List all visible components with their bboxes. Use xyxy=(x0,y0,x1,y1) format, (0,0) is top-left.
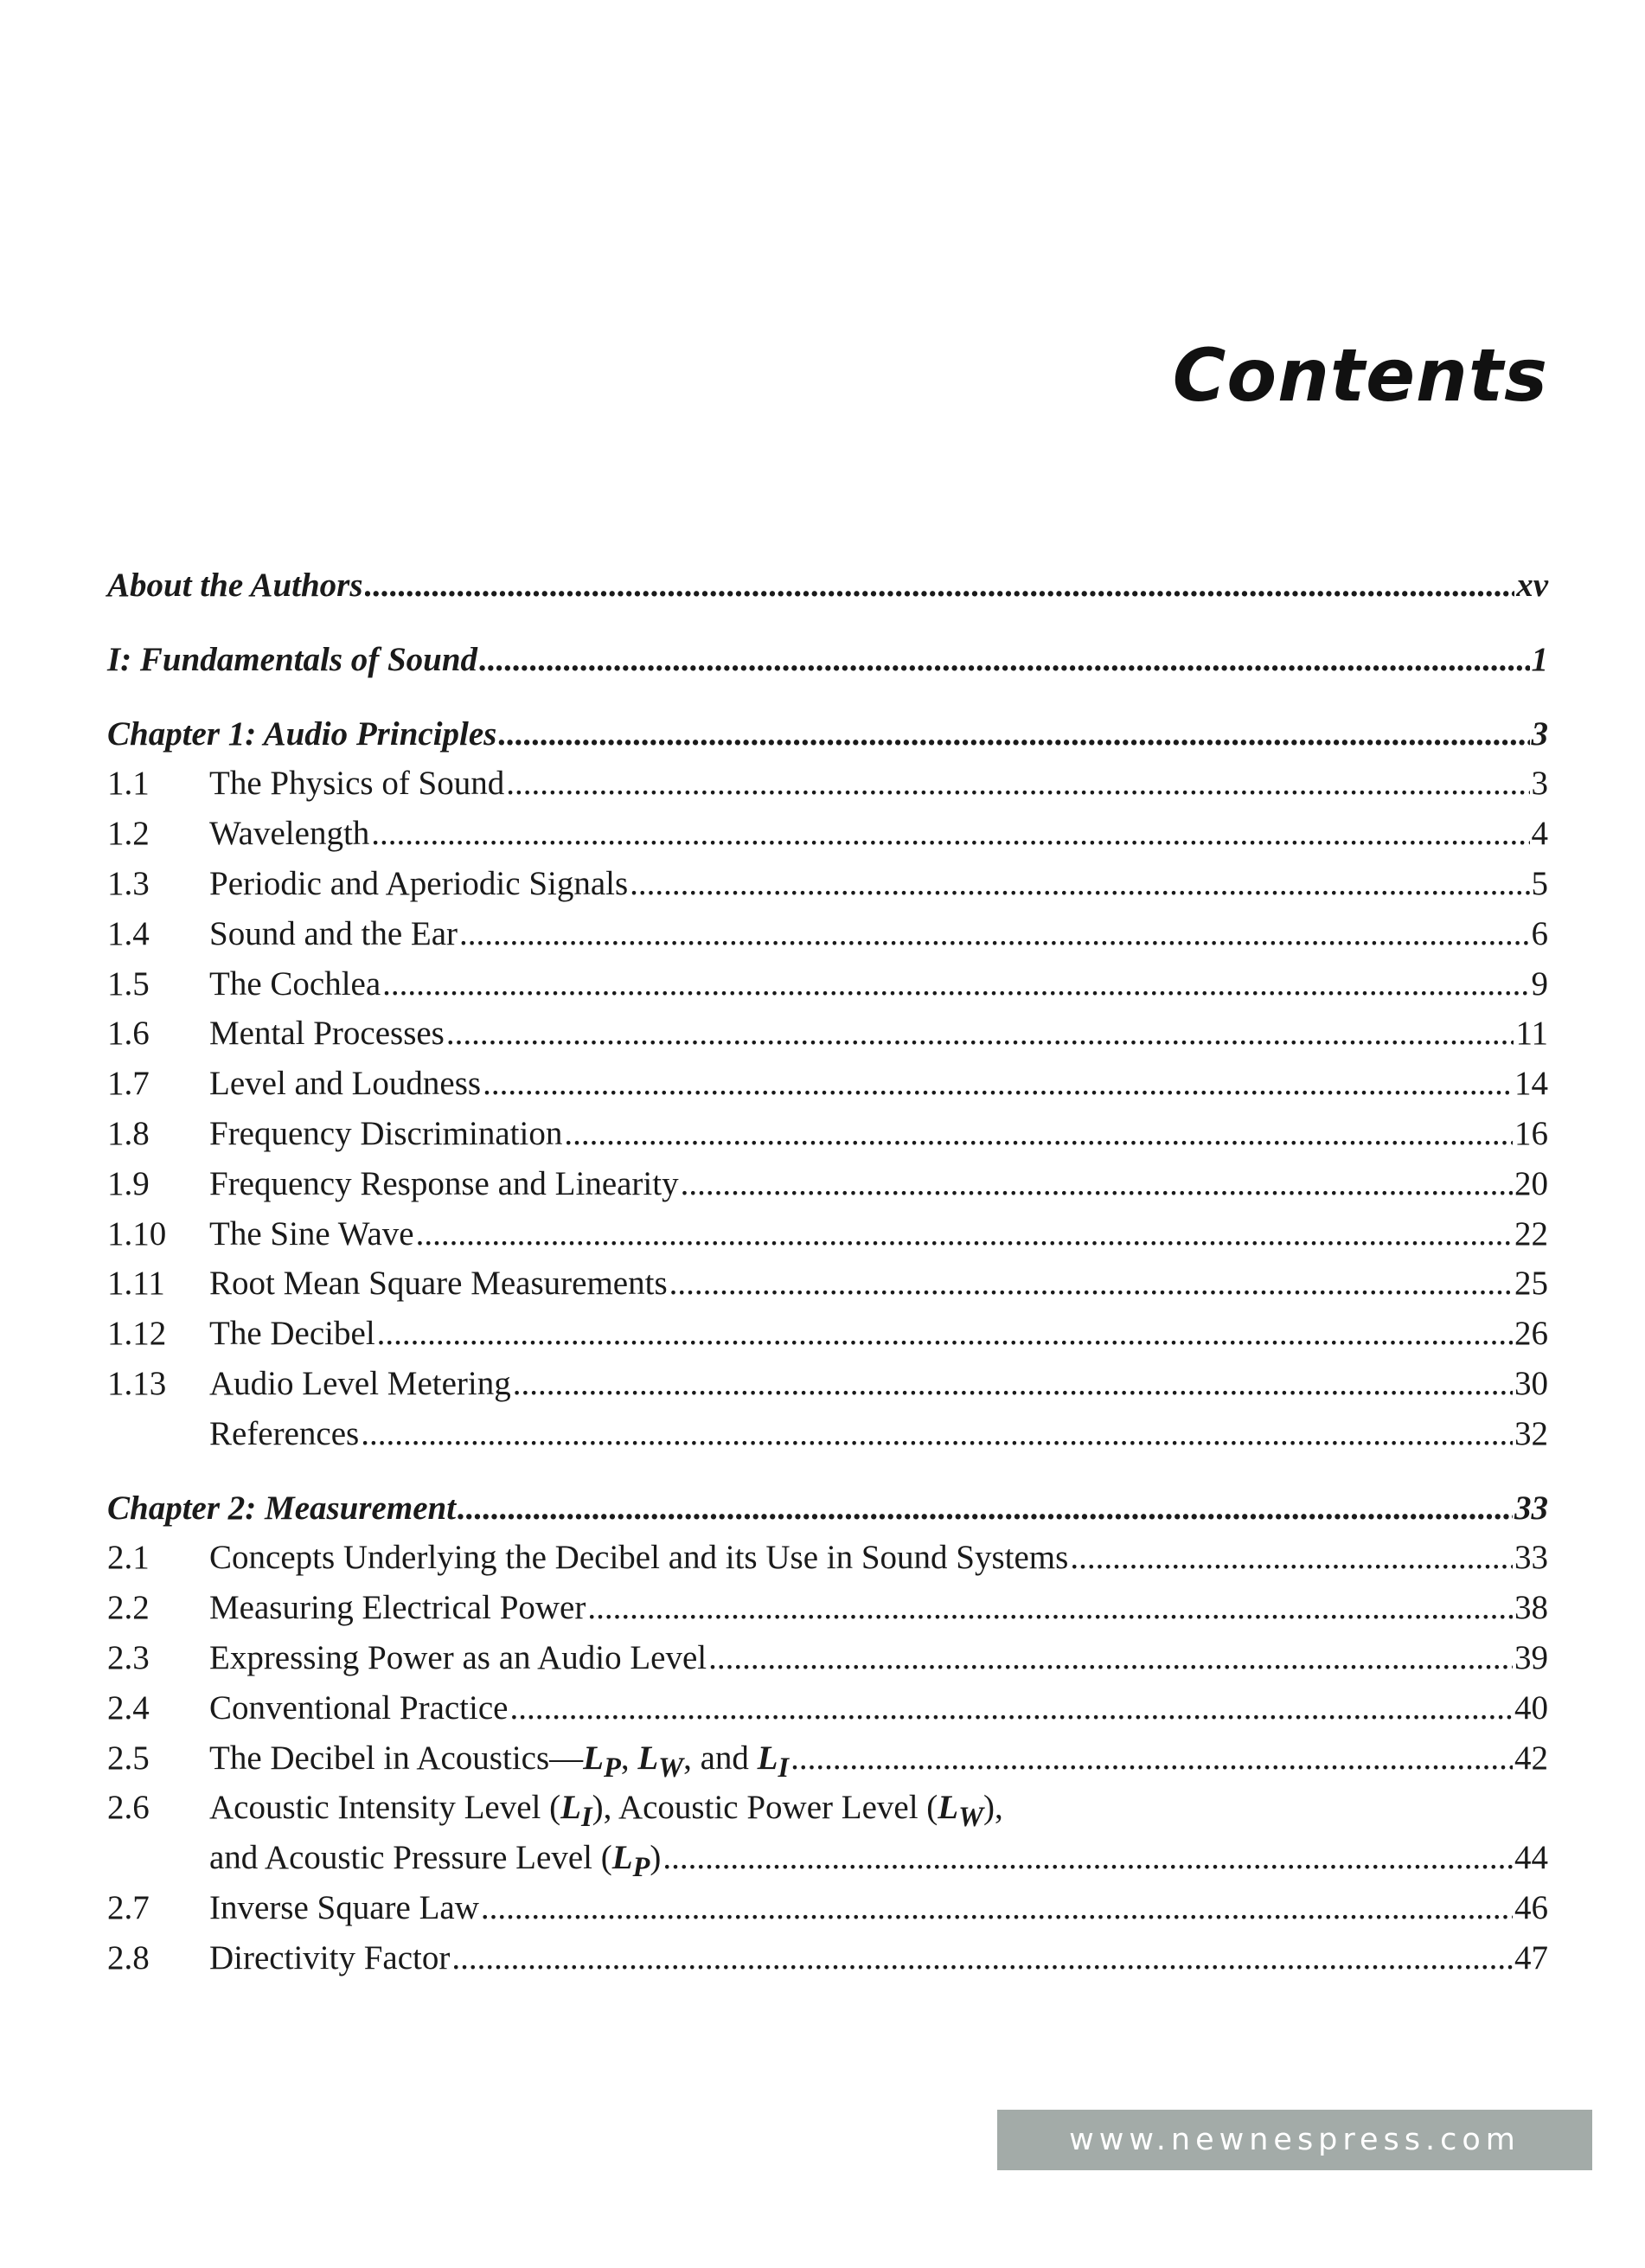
toc-chapter-1[interactable] xyxy=(107,709,1548,759)
section-number: 1.3 xyxy=(107,864,150,902)
toc-section-1-10[interactable] xyxy=(107,1209,1548,1259)
toc-page-number: 46 xyxy=(1514,1888,1548,1926)
dot-leader xyxy=(509,1683,1513,1733)
toc-page-number: 39 xyxy=(1514,1638,1548,1676)
section-number: 2.4 xyxy=(107,1688,150,1727)
title-text: , and xyxy=(683,1739,758,1777)
dot-leader xyxy=(483,1059,1513,1109)
toc-page-number: 47 xyxy=(1514,1938,1548,1976)
section-number: 1.5 xyxy=(107,964,150,1003)
dot-leader xyxy=(459,909,1529,959)
dot-leader xyxy=(681,1159,1513,1209)
subscript: P xyxy=(632,1851,650,1883)
toc-page-number: 40 xyxy=(1514,1688,1548,1727)
toc-entry-title: About the Authors xyxy=(107,567,363,604)
dot-leader xyxy=(371,809,1529,859)
section-title: The Sine Wave xyxy=(209,1214,414,1253)
section-title: The Cochlea xyxy=(209,964,381,1003)
subscript: W xyxy=(658,1752,684,1784)
toc-page-number: 20 xyxy=(1514,1164,1548,1202)
section-number: 2.7 xyxy=(107,1888,150,1926)
dot-leader xyxy=(446,1009,1514,1059)
dot-leader xyxy=(662,1833,1513,1883)
toc-page-number: 44 xyxy=(1514,1839,1548,1877)
toc-page-number: 30 xyxy=(1514,1364,1548,1402)
table-of-contents xyxy=(107,561,1548,1983)
toc-page-number: 14 xyxy=(1514,1065,1548,1103)
symbol-l: L xyxy=(637,1739,659,1777)
dot-leader xyxy=(506,759,1529,809)
symbol-l: L xyxy=(757,1739,778,1777)
toc-section-1-8[interactable] xyxy=(107,1109,1548,1159)
title-text: and Acoustic Pressure Level ( xyxy=(209,1839,612,1877)
toc-chapter-title: Chapter 1: Audio Principles xyxy=(107,714,497,753)
toc-section-1-5[interactable] xyxy=(107,959,1548,1009)
section-title: Periodic and Aperiodic Signals xyxy=(209,864,629,902)
toc-entry-title: I: Fundamentals of Sound xyxy=(107,640,478,678)
section-number: 2.8 xyxy=(107,1938,150,1976)
section-number: 1.2 xyxy=(107,815,150,853)
section-number: 1.4 xyxy=(107,914,150,952)
title-text: ) xyxy=(650,1839,662,1877)
dot-leader xyxy=(382,959,1529,1009)
toc-section-2-6-line-2[interactable] xyxy=(107,1833,1548,1883)
toc-page-number: 25 xyxy=(1514,1265,1548,1303)
toc-page-number: xv xyxy=(1516,567,1548,604)
title-text: ), Acoustic Power Level ( xyxy=(592,1789,938,1827)
toc-section-references[interactable] xyxy=(107,1409,1548,1459)
toc-section-1-4[interactable] xyxy=(107,909,1548,959)
toc-section-1-9[interactable] xyxy=(107,1159,1548,1209)
toc-page-number: 6 xyxy=(1531,914,1548,952)
toc-page-number: 38 xyxy=(1514,1589,1548,1627)
section-number: 1.1 xyxy=(107,765,150,803)
section-title: Sound and the Ear xyxy=(209,914,458,952)
dot-leader xyxy=(669,1259,1513,1309)
toc-section-1-1[interactable] xyxy=(107,759,1548,809)
toc-page-number: 3 xyxy=(1531,765,1548,803)
section-number: 2.1 xyxy=(107,1539,150,1577)
dot-leader xyxy=(365,561,1515,611)
dot-leader xyxy=(416,1209,1513,1259)
section-number: 1.11 xyxy=(107,1265,165,1303)
dot-leader xyxy=(790,1733,1513,1784)
toc-page-number: 33 xyxy=(1514,1539,1548,1577)
subscript: W xyxy=(958,1802,983,1834)
section-title: Measuring Electrical Power xyxy=(209,1589,586,1627)
section-title: Expressing Power as an Audio Level xyxy=(209,1638,707,1676)
toc-page-number: 1 xyxy=(1531,640,1548,678)
dot-leader xyxy=(458,1483,1513,1534)
section-number: 1.6 xyxy=(107,1015,150,1053)
toc-page-number: 5 xyxy=(1531,864,1548,902)
toc-section-2-1[interactable] xyxy=(107,1533,1548,1583)
section-number: 1.10 xyxy=(107,1214,167,1253)
toc-section-1-11[interactable] xyxy=(107,1259,1548,1309)
section-number: 2.6 xyxy=(107,1789,150,1827)
toc-chapter-2[interactable] xyxy=(107,1483,1548,1534)
dot-leader xyxy=(708,1633,1513,1683)
section-title: Directivity Factor xyxy=(209,1938,451,1976)
subscript: I xyxy=(778,1752,790,1784)
section-number: 1.9 xyxy=(107,1164,150,1202)
dot-leader xyxy=(498,709,1529,759)
section-title: Frequency Response and Linearity xyxy=(209,1164,679,1202)
title-text: , xyxy=(620,1739,638,1777)
title-text: Acoustic Intensity Level ( xyxy=(209,1789,561,1827)
toc-section-2-2[interactable] xyxy=(107,1583,1548,1633)
toc-section-1-7[interactable] xyxy=(107,1059,1548,1109)
dot-leader xyxy=(361,1409,1513,1459)
section-title: Concepts Underlying the Decibel and its Use in Sound Systems xyxy=(209,1539,1069,1577)
section-title: Level and Loudness xyxy=(209,1065,482,1103)
footer-url-banner: www.newnespress.com xyxy=(997,2110,1592,2170)
section-number: 2.3 xyxy=(107,1638,150,1676)
symbol-l: L xyxy=(583,1739,604,1777)
section-title: Wavelength xyxy=(209,815,370,853)
section-title: References xyxy=(209,1414,360,1452)
subscript: P xyxy=(603,1752,621,1784)
toc-section-2-5[interactable] xyxy=(107,1733,1548,1784)
toc-page-number: 16 xyxy=(1514,1114,1548,1152)
dot-leader xyxy=(630,859,1529,909)
toc-page-number: 9 xyxy=(1531,964,1548,1003)
section-title: Inverse Square Law xyxy=(209,1888,479,1926)
toc-section-1-13[interactable] xyxy=(107,1359,1548,1409)
section-number: 1.13 xyxy=(107,1364,167,1402)
section-title: The Physics of Sound xyxy=(209,765,505,803)
dot-leader xyxy=(564,1109,1513,1159)
section-title: Mental Processes xyxy=(209,1015,445,1053)
toc-page-number: 26 xyxy=(1514,1315,1548,1353)
section-title: Root Mean Square Measurements xyxy=(209,1265,668,1303)
section-number: 1.8 xyxy=(107,1114,150,1152)
dot-leader xyxy=(377,1309,1513,1359)
symbol-l: L xyxy=(560,1789,581,1827)
toc-page-number: 33 xyxy=(1514,1489,1548,1527)
page-title: Contents xyxy=(1172,333,1548,418)
toc-section-2-8[interactable] xyxy=(107,1933,1548,1983)
title-text: The Decibel in Acoustics— xyxy=(209,1739,584,1777)
toc-section-1-2[interactable] xyxy=(107,809,1548,859)
toc-page-number: 32 xyxy=(1514,1414,1548,1452)
subscript: I xyxy=(580,1802,592,1834)
toc-page-number: 3 xyxy=(1531,714,1548,753)
symbol-l: L xyxy=(611,1839,633,1877)
section-title: Frequency Discrimination xyxy=(209,1114,563,1152)
toc-section-1-12[interactable] xyxy=(107,1309,1548,1359)
section-title: The Decibel xyxy=(209,1315,375,1353)
toc-entry-about-authors[interactable] xyxy=(107,561,1548,611)
dot-leader xyxy=(1070,1533,1513,1583)
toc-section-1-6[interactable] xyxy=(107,1009,1548,1059)
dot-leader xyxy=(479,635,1529,685)
toc-page-number: 42 xyxy=(1514,1739,1548,1777)
toc-section-2-3[interactable] xyxy=(107,1633,1548,1683)
dot-leader xyxy=(587,1583,1513,1633)
section-number: 1.7 xyxy=(107,1065,150,1103)
toc-page-number: 22 xyxy=(1514,1214,1548,1253)
toc-section-2-7[interactable] xyxy=(107,1883,1548,1933)
toc-section-1-3[interactable] xyxy=(107,859,1548,909)
toc-page-number: 11 xyxy=(1515,1015,1548,1053)
section-number: 1.12 xyxy=(107,1315,167,1353)
dot-leader xyxy=(481,1883,1513,1933)
toc-chapter-title: Chapter 2: Measurement xyxy=(107,1489,457,1527)
section-number: 2.5 xyxy=(107,1739,150,1777)
dot-leader xyxy=(451,1933,1513,1983)
toc-page-number: 4 xyxy=(1531,815,1548,853)
section-title: Conventional Practice xyxy=(209,1688,509,1727)
section-title: Audio Level Metering xyxy=(209,1364,511,1402)
toc-section-2-6-line-1[interactable] xyxy=(107,1783,1548,1833)
symbol-l: L xyxy=(938,1789,959,1827)
toc-entry-part-1[interactable] xyxy=(107,635,1548,685)
dot-leader xyxy=(513,1359,1513,1409)
toc-section-2-4[interactable] xyxy=(107,1683,1548,1733)
title-text: ), xyxy=(983,1789,1003,1827)
section-number: 2.2 xyxy=(107,1589,150,1627)
